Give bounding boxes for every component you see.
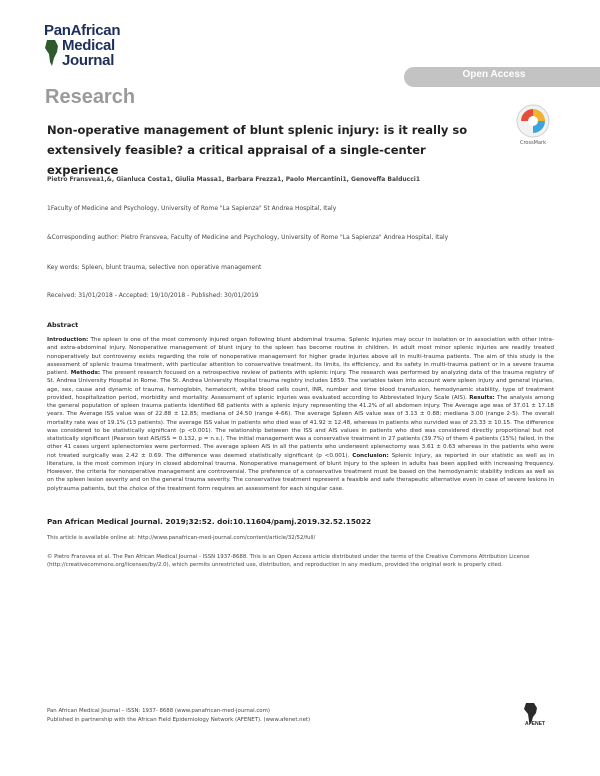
abstract-methods-label: Methods: <box>70 370 101 376</box>
author-list: Pietro Fransvea1,&, Gianluca Costa1, Giulia Massa1, Barbara Frezza1, Paolo Mercantini1, Genoveffa Balducci1 <box>47 176 420 183</box>
copyright-notice: © Pietro Fransvea et al. The Pan African Medical Journal - ISSN 1937-8688. This is an Open Access article distributed under the terms of the Creative Commons Attribution License (http://creativecommons.org/licenses/by/2.0), which permits unrestricted use, distribution, and reproduction in any medium, provided the original work is properly cited. <box>47 554 530 568</box>
journal-logo <box>44 23 134 68</box>
article-title: Non-operative management of blunt splenic injury: is it really so extensively feasible? a critical appraisal of a single-center experience <box>47 123 468 177</box>
abstract-intro: The spleen is one of the most commonly injured organ following blunt abdominal trauma. Splenic injuries may occur in isolation or in association with other intra-and extra-abdominal injury. Nonoperative management of blunt injury to the spleen has become routine in children. In adult most minor splenic injuries are readily treated nonoperatively but controversy exists regarding the role of nonoperative management for higher grade injuries above all in multi-trauma patients. The aim of this study is the assessment of splenic trauma treatment, with particular attention to conservative treatment, its limits, its efficiency, and its safety in multi-trauma patient or in a severe trauma patient. <box>47 337 555 376</box>
footer-line-2: Published in partnership with the African Field Epidemiology Network (AFENET). (www.afenet.net) <box>47 716 311 723</box>
abstract-results-label: Results: <box>469 394 495 401</box>
citation: Pan African Medical Journal. 2019;32:52. doi:10.11604/pamj.2019.32.52.15022 <box>47 517 372 526</box>
crossmark-icon[interactable] <box>509 102 557 140</box>
logo-line-2: Medical <box>62 37 115 54</box>
keywords: Key words: Spleen, blunt trauma, selective non operative management <box>47 264 262 271</box>
afenet-logo <box>512 702 558 726</box>
abstract-methods: The present research focused on a retrospective review of patients with splenic injury. The research was performed by analyzing data of the trauma registry of St. Andrea University Hospital in Rome. The St. Andrea University Hospital trauma registry includes 1859. The variables taken into account were spleen injury and general injuries, age, sex, cause and dynamic of trauma, hemoglobin, hematocrit, white blood cells count, INR, number and time blood transfusion, hemodynamic stability, type of treatment provided, hospitalization period, morbidity and mortality. Assessment of splenic injuries was evaluated according to Abbreviated Injury Scale (AIS). <box>47 370 555 401</box>
crossmark-label: CrossMark <box>519 140 547 146</box>
availability-link[interactable]: This article is available online at: http://www.panafrican-med-journal.com/content/article/32/52/full/ <box>47 535 316 541</box>
abstract-conclusion: Splenic injury, as reported in our statistic as well as in literature, is the most common injury in closed abdominal trauma. Nonoperative management of blunt injury to the spleen in adults has been applied with increasing frequency. However, the criteria for nonoperative management are controversial. The preference of a conservative treatment must be based on the hemodynamic stability indices as well as on the spleen lesion severity and on the general trauma severity. The conservative treatment represent a feasible and safe therapeutic alternative even in case of severe lesions in polytrauma patients, but the choice of the treatment form requires an assessment for each singular case. <box>47 452 554 492</box>
corresponding-author: &Corresponding author: Pietro Fransvea, Faculty of Medicine and Psychology, University of Rome "La Sapienza" Andrea Hospital, Italy <box>47 234 449 241</box>
logo-line-3: Journal <box>62 52 115 69</box>
africa-map-icon <box>44 38 60 68</box>
abstract-body <box>47 336 554 493</box>
abstract-conclusion-label: Conclusion: <box>352 452 389 459</box>
abstract-intro-label: Introduction: <box>47 337 89 343</box>
abstract-results: The analysis among the general population of spleen trauma patients identified 68 patients with a splenic injury representing the 41.2% of all abdomen injury. The Average age was of 37.01 ± 17.18 years. The Average ISS value was of 22.88 ± 12.85; mediana of 24.50 (range 4-66). The average Spleen AIS value was of 3.13 ± 0.88; mediana 3.00 (range 2-5). The overall mortality rate was of 19.1% (13 patients). The average ISS value in patients who died was of 41.92 ± 12.48, whereas in patients who survided was of 23.33 ± 10.15. The difference was considered to be statistically significant (p <0.001). The relationship between the ISS and AIS values in patients who died was considered directly proportional but not statistically significant (Pearson test AIS/ISS = 0.132, p = n.s.). The initial management was a conservative treatment in 27 patients (39.7%) of them 4 patients (15%) failed, in the other 41 cases urgent splenectomies were performed. The average spleen AIS in all the patients who underwent splenectomy was 3.61 ± 0.63 whereas in the patients who were not treated surgically was 2.42 ± 0.69. The difference was deemed statistically significant (p <0.001). <box>47 394 554 459</box>
abstract-heading: Abstract <box>47 321 79 329</box>
article-dates: Received: 31/01/2018 - Accepted: 19/10/2018 - Published: 30/01/2019 <box>47 292 259 299</box>
logo-line-1: PanAfrican <box>44 22 121 39</box>
section-heading: Research <box>45 86 136 108</box>
open-access-label: Open Access <box>462 69 526 80</box>
afenet-label: AFENET <box>525 721 545 726</box>
footer-line-1: Pan African Medical Journal – ISSN: 1937- 8688 (www.panafrican-med-journal.com) <box>47 708 270 714</box>
footer <box>47 707 487 724</box>
affiliation-1: 1Faculty of Medicine and Psychology, University of Rome "La Sapienza" St Andrea Hospital, Italy <box>47 205 337 212</box>
